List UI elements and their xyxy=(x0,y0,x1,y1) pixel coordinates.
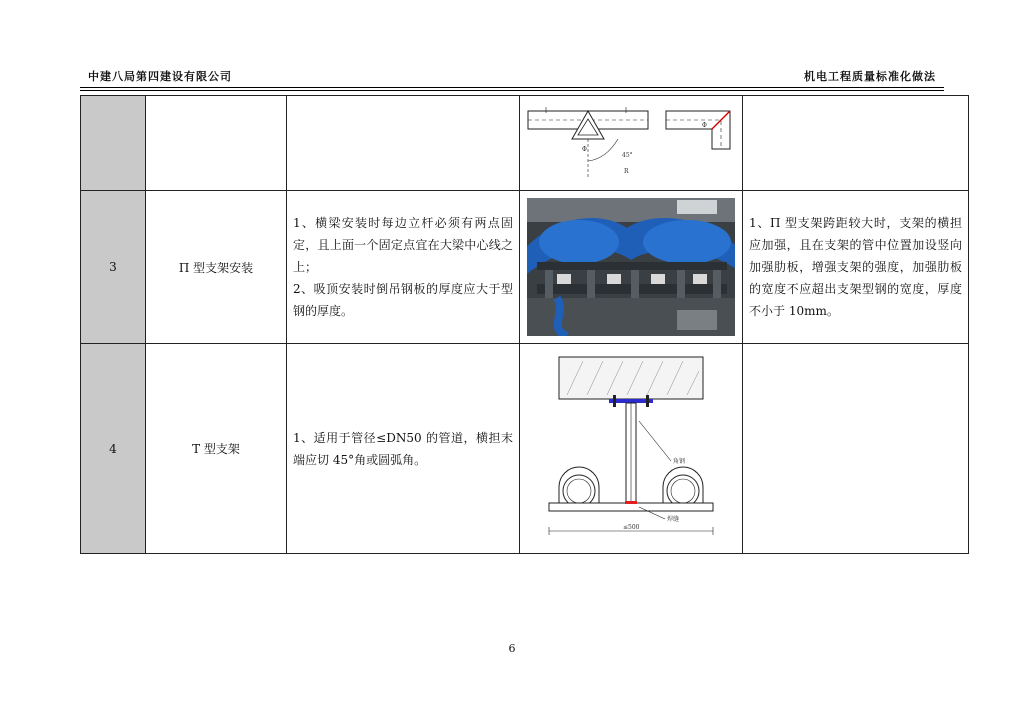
table-row xyxy=(81,344,969,554)
figure-label: 45° xyxy=(622,152,633,159)
row-figure xyxy=(520,96,743,191)
row-notes xyxy=(743,96,969,191)
row-figure xyxy=(520,344,743,554)
row-requirements xyxy=(287,344,520,554)
standards-table xyxy=(80,95,969,554)
row-photo xyxy=(520,191,743,344)
row-index: 3 xyxy=(81,191,146,344)
pi-bracket-photo xyxy=(527,198,735,336)
figure-label: 角钢 xyxy=(673,457,686,465)
row-notes xyxy=(743,191,969,344)
figure-label: Φ xyxy=(582,146,587,153)
header-doc-title: 机电工程质量标准化做法 xyxy=(804,70,936,83)
figure-label: Φ xyxy=(702,122,707,129)
header-rule xyxy=(80,87,944,88)
table-row xyxy=(81,96,969,191)
figure-label: 焊缝 xyxy=(667,515,680,523)
figure-label: ≤500 xyxy=(623,523,640,531)
row-requirements xyxy=(287,191,520,344)
header-rule-thin xyxy=(80,90,944,91)
requirement-item: 1、适用于管径≤DN50 的管道，横担末端应切 45°角或圆弧角。 xyxy=(293,430,513,467)
page-number: 6 xyxy=(508,642,516,655)
row-index xyxy=(81,96,146,191)
row-index: 4 xyxy=(81,344,146,554)
row-requirements xyxy=(287,96,520,191)
row-notes xyxy=(743,344,969,554)
row-name: Π 型支架安装 xyxy=(146,191,287,344)
table-row xyxy=(81,191,969,344)
miter-joint-diagram xyxy=(526,99,736,187)
requirement-item: 1、横梁安装时每边立杆必须有两点固定，且上面一个固定点宜在大梁中心线之上； xyxy=(293,216,513,274)
row-name: T 型支架 xyxy=(146,344,287,554)
note-item: 1、Π 型支架跨距较大时，支架的横担应加强，且在支架的管中位置加设竖向加强肋板，增强支架的强度，加强肋板的宽度不应超出支架型钢的宽度，厚度不小于 10mm。 xyxy=(749,216,962,318)
header-company: 中建八局第四建设有限公司 xyxy=(88,70,232,83)
t-bracket-diagram xyxy=(531,351,731,547)
figure-label: R xyxy=(624,168,629,175)
requirement-item: 2、吸顶安装时倒吊钢板的厚度应大于型钢的厚度。 xyxy=(293,282,513,318)
row-name xyxy=(146,96,287,191)
